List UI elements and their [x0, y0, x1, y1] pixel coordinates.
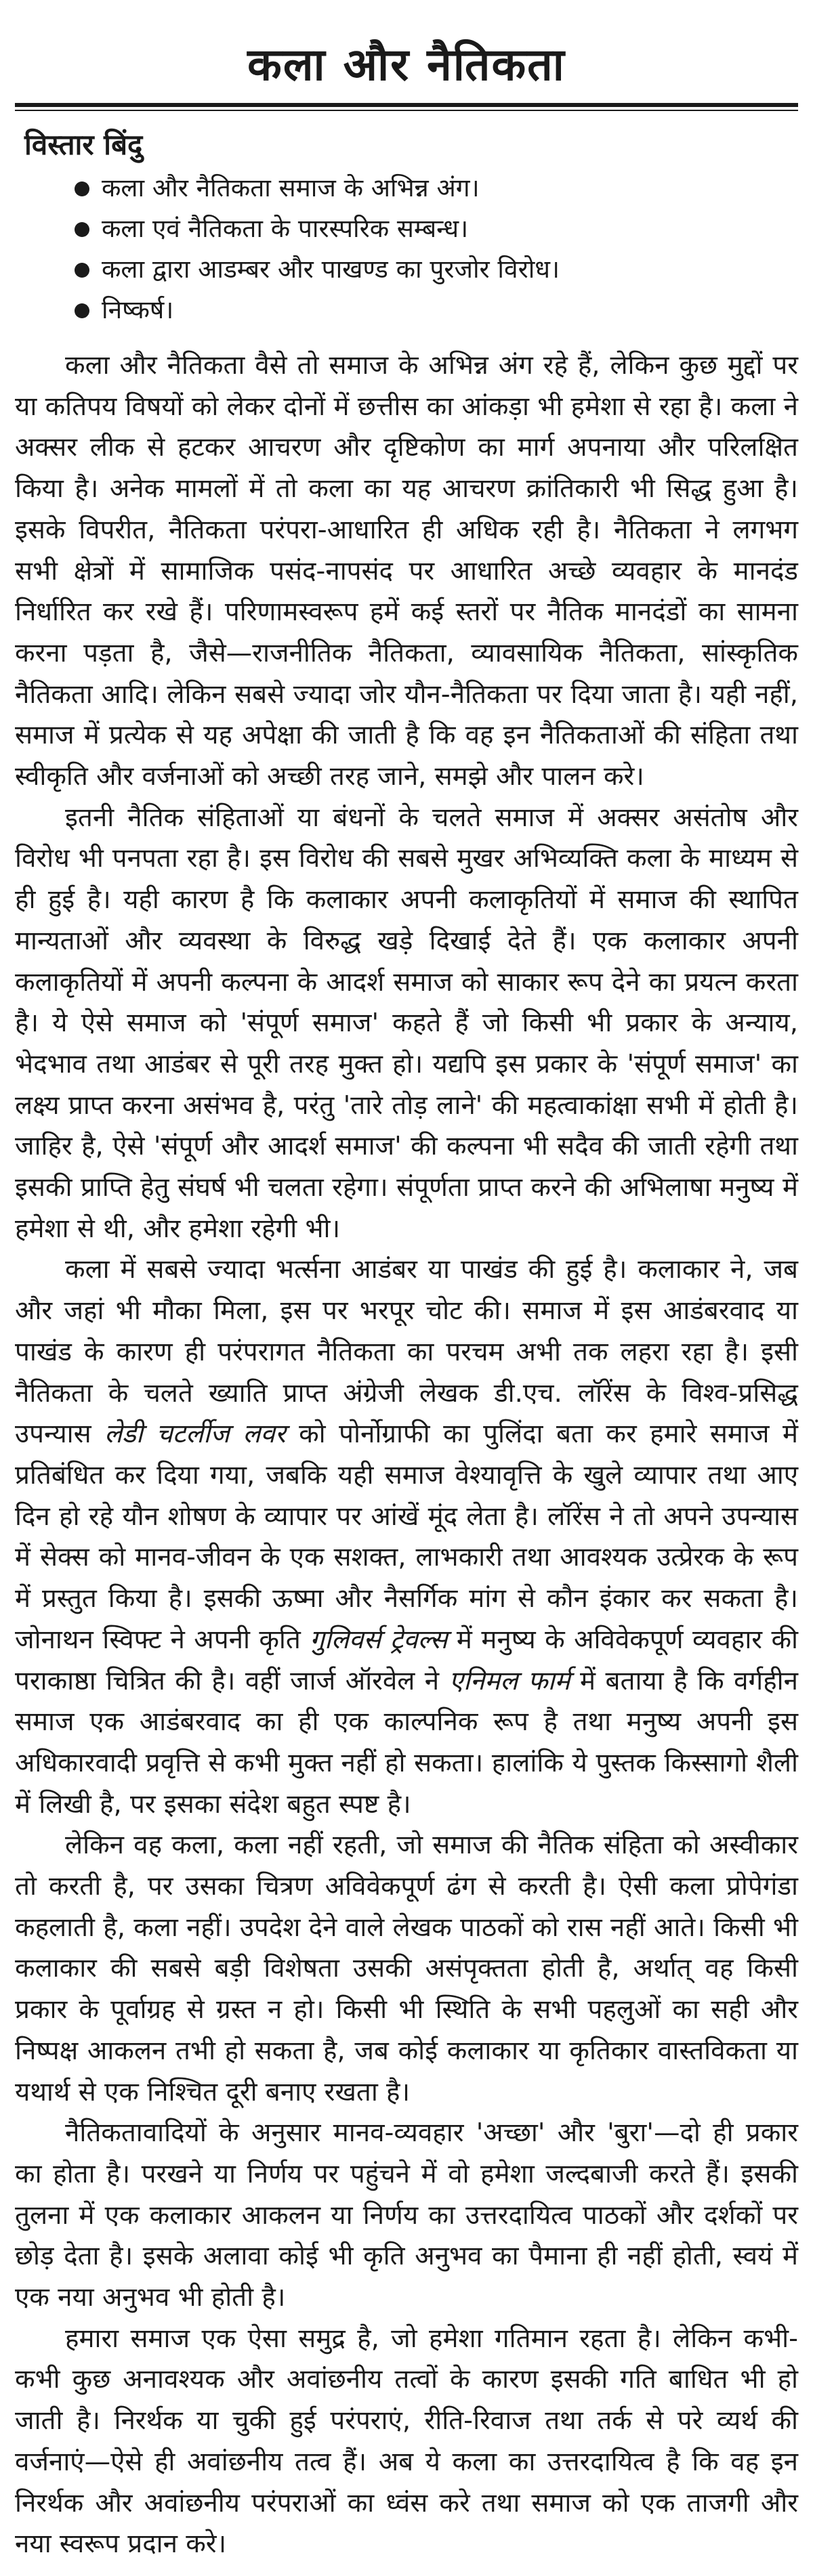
page-title: कला और नैतिकता — [247, 39, 566, 91]
paragraph-4: लेकिन वह कला, कला नहीं रहती, जो समाज की नैतिक संहिता को अस्वीकार तो करती है, पर उसका चित्रण अविवेकपूर्ण ढंग से करती है। ऐसी कला प्रोपेगंडा कहलाती है, कला नहीं। उपदेश देने वाले लेखक पाठकों को रास नहीं आते। किसी भी कलाकार की सबसे बड़ी विशेषता उसकी असंपृक्तता होती है, अर्थात् वह किसी प्रकार के पूर्वाग्रह से ग्रस्त न हो। किसी भी स्थिति के सभी पहलुओं का सही और निष्पक्ष आकलन तभी हो सकता है, जब कोई कलाकार या कृतिकार वास्तविकता या यथार्थ से एक निश्चित दूरी बनाए रखता है। — [15, 1830, 798, 2107]
points-list — [83, 168, 798, 330]
paragraph-3: कला में सबसे ज्यादा भर्त्सना आडंबर या पाखंड की हुई है। कलाकार ने, जब और जहां भी मौका मिला, इस पर भरपूर चोट की। समाज में इस आडंबरवाद या पाखंड के कारण ही परंपरागत नैतिकता का परचम अभी तक लहरा रहा है। इसी नैतिकता के चलते ख्याति प्राप्त अंग्रेजी लेखक डी.एच. लॉरेंस के विश्व-प्रसिद्ध उपन्यास लेडी चटर्लीज लवर को पोर्नोग्राफी का पुलिंदा बता कर हमारे समाज में प्रतिबंधित कर दिया गया, जबकि यही समाज वेश्यावृत्ति के खुले व्यापार तथा आए दिन हो रहे यौन शोषण के व्यापार पर आंखें मूंद लेता है। लॉरेंस ने तो अपने उपन्यास में सेक्स को मानव-जीवन के एक सशक्त, लाभकारी तथा आवश्यक उत्प्रेरक के रूप में प्रस्तुत किया है। इसकी ऊष्मा और नैसर्गिक मांग से कौन इंकार कर सकता है। जोनाथन स्विफ्ट ने अपनी कृति गुलिवर्स ट्रेवल्स में मनुष्य के अविवेकपूर्ण व्यवहार की पराकाष्ठा चित्रित की है। वहीं जार्ज ऑरवेल ने एनिमल फार्म में बताया है कि वर्गहीन समाज एक आडंबरवाद का ही एक काल्पनिक रूप है तथा मनुष्य अपनी इस अधिकारवादी प्रवृत्ति से कभी मुक्त नहीं हो सकता। हालांकि ये पुस्तक किस्सागो शैली में लिखी है, पर इसका संदेश बहुत स्पष्ट है। — [15, 1254, 799, 1820]
list-item: कला एवं नैतिकता के पारस्परिक सम्बन्ध। — [83, 209, 798, 249]
bullet-icon — [75, 181, 89, 196]
title-rule-thin — [15, 110, 798, 111]
list-item: कला द्वारा आडम्बर और पाखण्ड का पुरजोर विरोध। — [83, 249, 798, 290]
paragraph-5: नैतिकतावादियों के अनुसार मानव-व्यवहार 'अच्छा' और 'बुरा'—दो ही प्रकार का होता है। परखने या निर्णय पर पहुंचने में वो हमेशा जल्दबाजी करते हैं। इसकी तुलना में एक कलाकार आकलन या निर्णय का उत्तरदायित्व पाठकों और दर्शकों पर छोड़ देता है। इसके अलावा कोई भी कृति अनुभव का पैमाना ही नहीं होती, स्वयं में एक नया अनुभव भी होती है। — [15, 2118, 798, 2313]
bullet-icon — [75, 263, 89, 278]
bullet-icon — [75, 222, 89, 237]
title-rule-thick — [15, 103, 798, 107]
book-title: एनिमल फार्म — [449, 1665, 570, 1696]
section-heading: विस्तार बिंदु — [24, 128, 143, 161]
bullet-icon — [75, 303, 89, 318]
book-title: गुलिवर्स ट्रेवल्स — [310, 1624, 448, 1655]
book-title: लेडी चटर्लीज लवर — [104, 1419, 286, 1450]
list-item: कला और नैतिकता समाज के अभिन्न अंग। — [83, 168, 798, 209]
paragraph-6: हमारा समाज एक ऐसा समुद्र है, जो हमेशा गतिमान रहता है। लेकिन कभी-कभी कुछ अनावश्यक और अवांछनीय तत्वों के कारण इसकी गति बाधित भी हो जाती है। निरर्थक या चुकी हुई परंपराएं, रीति-रिवाज तथा तर्क से परे व्यर्थ की वर्जनाएं—ऐसे ही अवांछनीय तत्व हैं। अब ये कला का उत्तरदायित्व है कि वह इन निरर्थक और अवांछनीय परंपराओं का ध्वंस करे तथा समाज को एक ताजगी और नया स्वरूप प्रदान करे। — [15, 2323, 798, 2560]
paragraph-1: कला और नैतिकता वैसे तो समाज के अभिन्न अंग रहे हैं, लेकिन कुछ मुद्दों पर या कतिपय विषयों को लेकर दोनों में छत्तीस का आंकड़ा भी हमेशा से रहा है। कला ने अक्सर लीक से हटकर आचरण और दृष्टिकोण का मार्ग अपनाया और परिलक्षित किया है। अनेक मामलों में तो कला का यह आचरण क्रांतिकारी भी सिद्ध हुआ है। इसके विपरीत, नैतिकता परंपरा-आधारित ही अधिक रही है। नैतिकता ने लगभग सभी क्षेत्रों में सामाजिक पसंद-नापसंद पर आधारित अच्छे व्यवहार के मानदंड निर्धारित कर रखे हैं। परिणामस्वरूप हमें कई स्तरों पर नैतिक मानदंडों का सामना करना पड़ता है, जैसे—राजनीतिक नैतिकता, व्यावसायिक नैतिकता, सांस्कृतिक नैतिकता आदि। लेकिन सबसे ज्यादा जोर यौन-नैतिकता पर दिया जाता है। यही नहीं, समाज में प्रत्येक से यह अपेक्षा की जाती है कि वह इन नैतिकताओं की संहिता तथा स्वीकृति और वर्जनाओं को अच्छी तरह जाने, समझे और पालन करे। — [15, 350, 798, 792]
paragraph-2: इतनी नैतिक संहिताओं या बंधनों के चलते समाज में अक्सर असंतोष और विरोध भी पनपता रहा है। इस विरोध की सबसे मुखर अभिव्यक्ति कला के माध्यम से ही हुई है। यही कारण है कि कलाकार अपनी कलाकृतियों में समाज की स्थापित मान्यताओं और व्यवस्था के विरुद्ध खड़े दिखाई देते हैं। एक कलाकार अपनी कलाकृतियों में अपनी कल्पना के आदर्श समाज को साकार रूप देने का प्रयत्न करता है। ये ऐसे समाज को 'संपूर्ण समाज' कहते हैं जो किसी भी प्रकार के अन्याय, भेदभाव तथा आडंबर से पूरी तरह मुक्त हो। यद्यपि इस प्रकार के 'संपूर्ण समाज' का लक्ष्य प्राप्त करना असंभव है, परंतु 'तारे तोड़ लाने' की महत्वाकांक्षा सभी में होती है। जाहिर है, ऐसे 'संपूर्ण और आदर्श समाज' की कल्पना भी सदैव की जाती रहेगी तथा इसकी प्राप्ति हेतु संघर्ष भी चलता रहेगा। संपूर्णता प्राप्त करने की अभिलाषा मनुष्य में हमेशा से थी, और हमेशा रहेगी भी। — [15, 802, 798, 1244]
list-item: निष्कर्ष। — [83, 290, 798, 330]
